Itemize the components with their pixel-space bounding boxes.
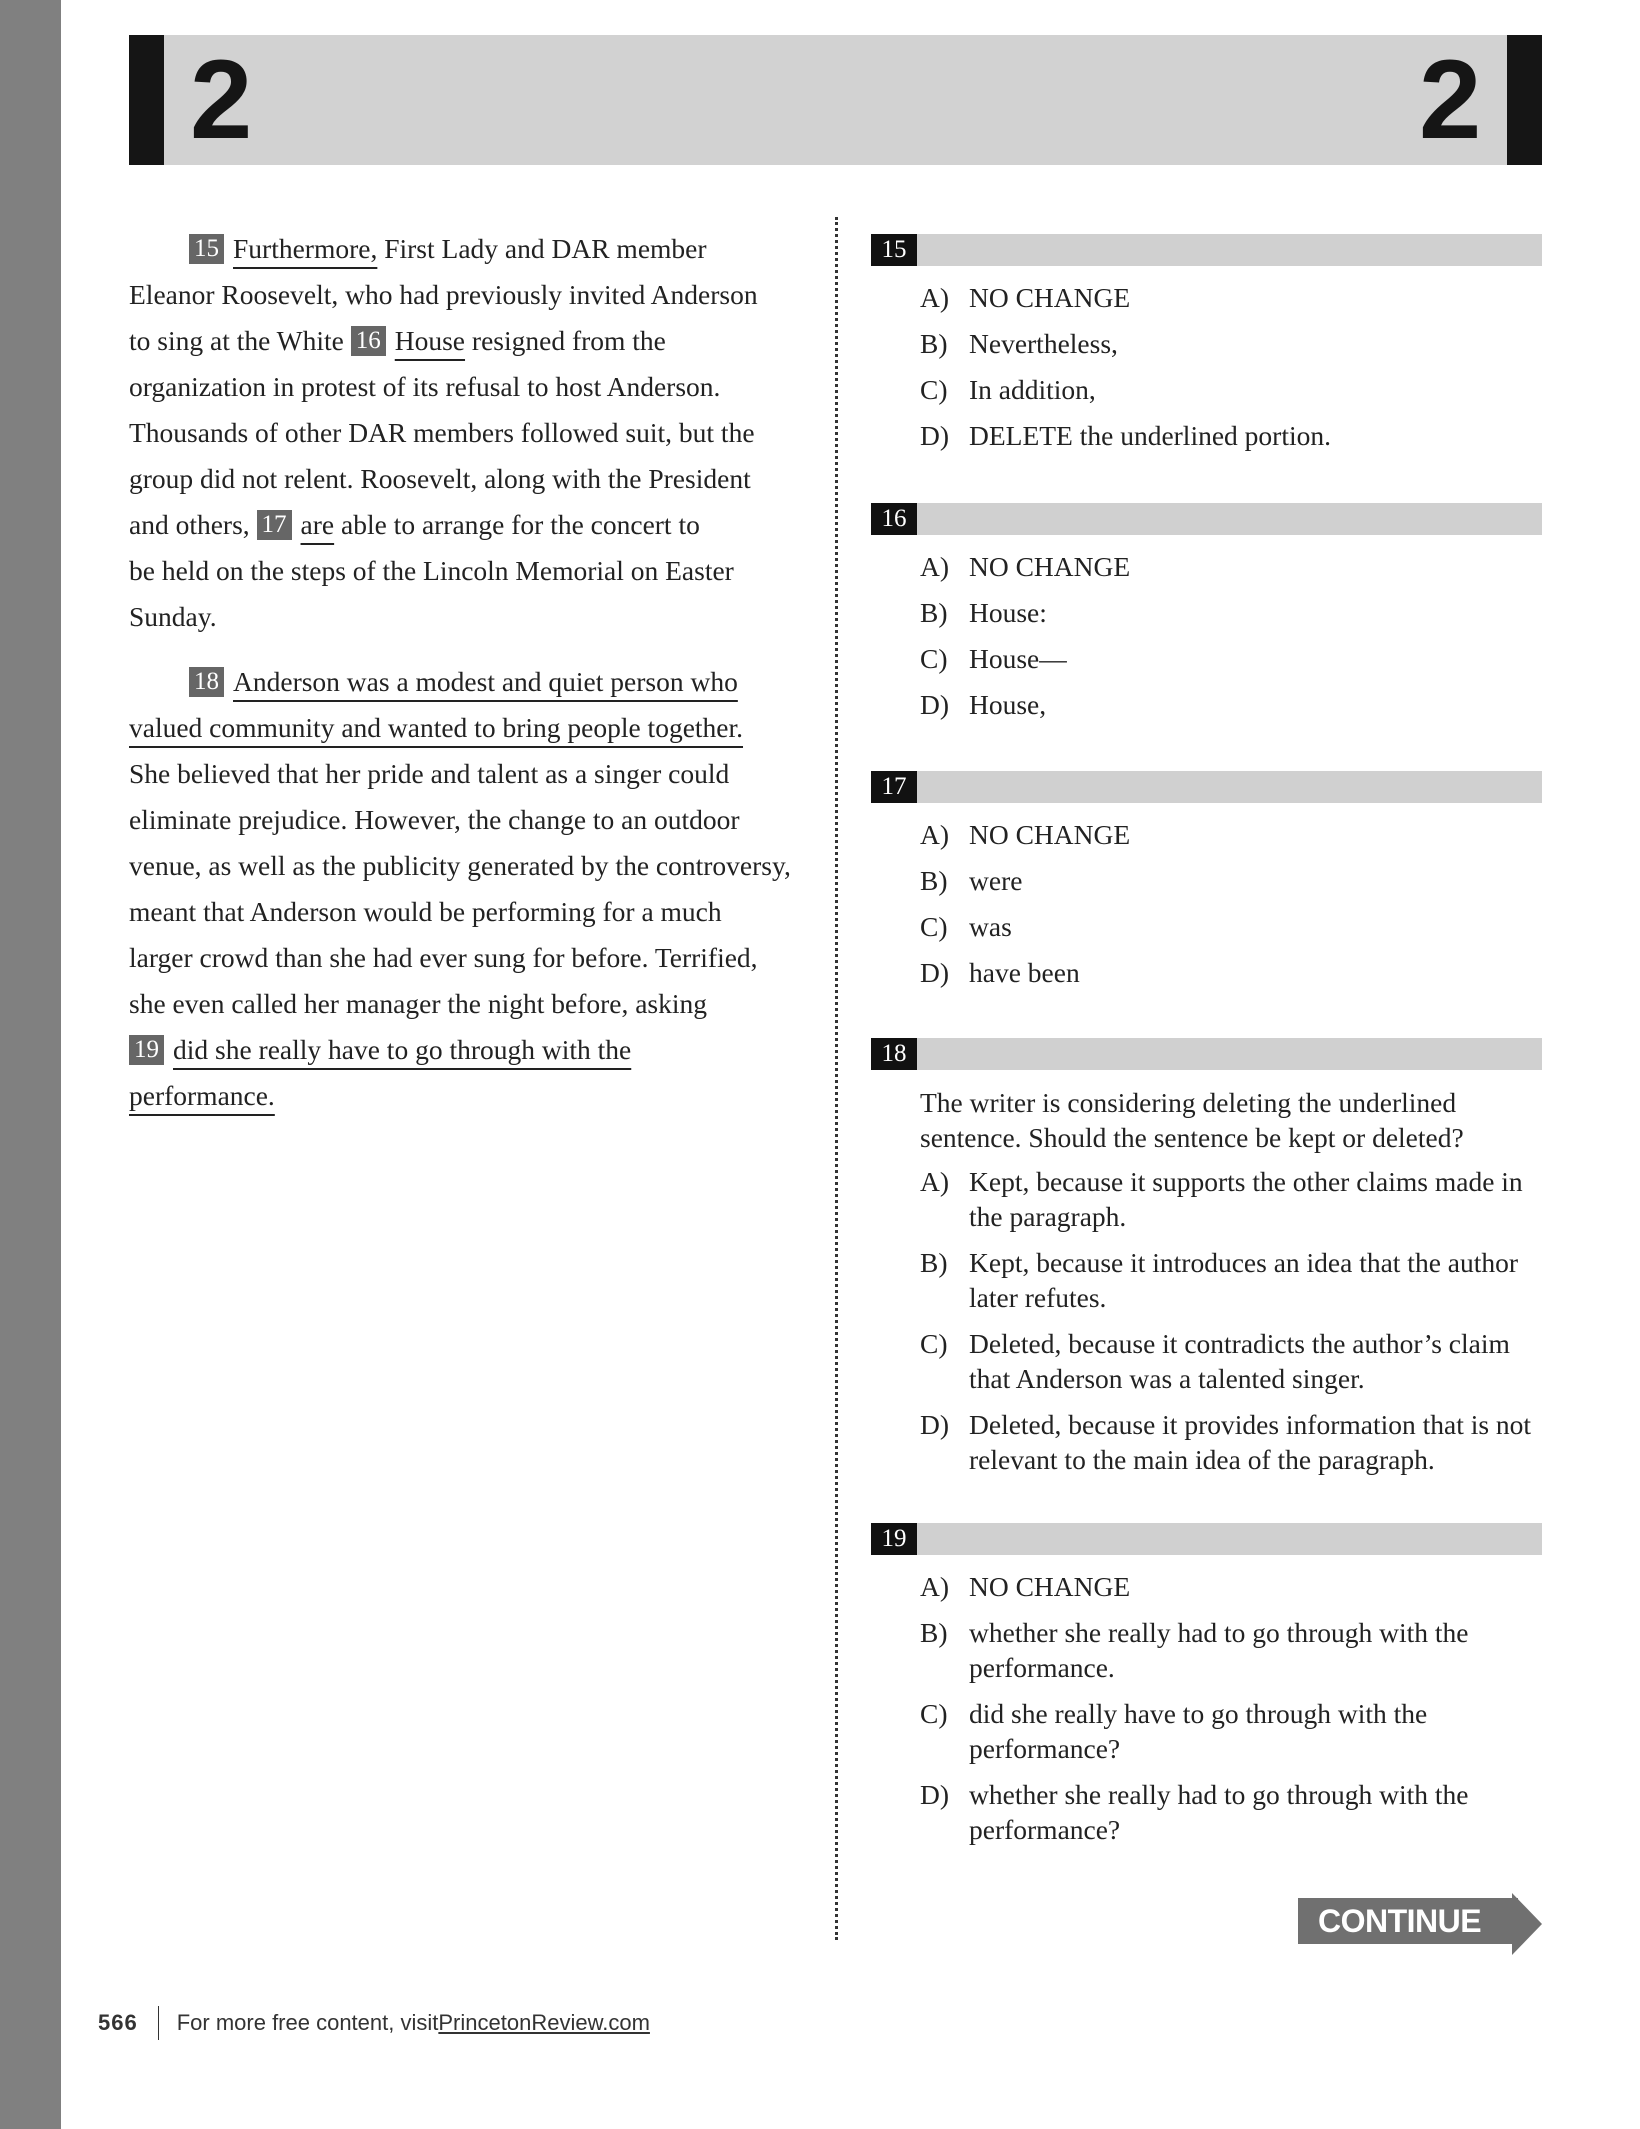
answer-option[interactable]	[920, 418, 1542, 453]
passage-line	[129, 318, 809, 364]
answer-option[interactable]	[920, 1245, 1542, 1315]
passage-line	[129, 797, 809, 843]
option-letter: B)	[920, 1617, 948, 1648]
answer-option[interactable]	[920, 1569, 1542, 1604]
underlined-text: Furthermore,	[233, 233, 378, 264]
option-text: have been	[969, 957, 1080, 988]
passage-text: Thousands of other DAR members followed suit, but the	[129, 417, 755, 448]
option-text: were	[969, 865, 1023, 896]
option-letter: C)	[920, 1328, 948, 1359]
passage-line	[129, 272, 809, 318]
option-letter: B)	[920, 865, 948, 896]
option-text: NO CHANGE	[969, 551, 1131, 582]
option-letter: B)	[920, 1247, 948, 1278]
passage-line	[129, 410, 809, 456]
passage-line	[129, 705, 809, 751]
option-text: did she really have to go through with the performance?	[969, 1698, 1428, 1764]
question-number: 17	[871, 771, 917, 803]
option-text: DELETE the underlined portion.	[969, 420, 1331, 451]
header-right-bar	[1507, 35, 1542, 165]
passage-text: Eleanor Roosevelt, who had previously invited Anderson	[129, 279, 758, 310]
passage-line	[129, 889, 809, 935]
option-letter: D)	[920, 420, 950, 451]
option-text: whether she really had to go through with the performance.	[969, 1617, 1469, 1683]
answer-option[interactable]	[920, 687, 1542, 722]
passage-line	[129, 981, 809, 1027]
question-header-bar	[871, 503, 1542, 535]
option-letter: B)	[920, 328, 948, 359]
option-text: NO CHANGE	[969, 1571, 1131, 1602]
answer-option[interactable]	[920, 817, 1542, 852]
option-letter: D)	[920, 689, 950, 720]
passage-text: larger crowd than she had ever sung for before. Terrified,	[129, 942, 758, 973]
option-text: NO CHANGE	[969, 819, 1131, 850]
option-text: whether she really had to go through with the performance?	[969, 1779, 1469, 1845]
question-15	[871, 234, 1542, 464]
answer-option[interactable]	[920, 1407, 1542, 1477]
question-17	[871, 771, 1542, 1001]
underlined-text: performance.	[129, 1080, 275, 1111]
answer-option[interactable]	[920, 326, 1542, 361]
footer-text: For more free content, visit	[176, 2010, 439, 2035]
answer-options	[920, 1569, 1542, 1847]
question-header-bar	[871, 234, 1542, 266]
section-number-right: 2	[1419, 37, 1482, 162]
question-number-box: 15	[189, 234, 224, 264]
answer-options	[920, 280, 1542, 453]
passage	[129, 226, 809, 1119]
passage-text: Sunday.	[129, 601, 217, 632]
passage-line	[129, 548, 809, 594]
option-letter: A)	[920, 551, 950, 582]
option-letter: D)	[920, 957, 950, 988]
passage-line	[129, 935, 809, 981]
underlined-text: are	[300, 509, 335, 540]
answer-option[interactable]	[920, 955, 1542, 990]
underlined-text: did she really have to go through with the	[173, 1034, 632, 1065]
answer-option[interactable]	[920, 1615, 1542, 1685]
question-header-bar	[871, 1523, 1542, 1555]
answer-option[interactable]	[920, 549, 1542, 584]
option-letter: A)	[920, 819, 950, 850]
answer-option[interactable]	[920, 641, 1542, 676]
question-header-bar	[871, 771, 1542, 803]
question-19	[871, 1523, 1542, 1858]
passage-text: able to arrange for the concert to	[334, 509, 700, 540]
answer-option[interactable]	[920, 595, 1542, 630]
question-number: 18	[871, 1038, 917, 1070]
answer-option[interactable]	[920, 1696, 1542, 1766]
option-letter: B)	[920, 597, 948, 628]
answer-options	[920, 549, 1542, 722]
passage-text: group did not relent. Roosevelt, along with the President	[129, 463, 751, 494]
option-text: was	[969, 911, 1012, 942]
option-letter: D)	[920, 1409, 950, 1440]
passage-line	[129, 364, 809, 410]
footer-separator	[158, 2006, 159, 2040]
answer-options	[920, 1164, 1542, 1477]
option-letter: C)	[920, 643, 948, 674]
underlined-text: valued community and wanted to bring people together.	[129, 712, 744, 743]
option-text: Nevertheless,	[969, 328, 1118, 359]
question-number: 15	[871, 234, 917, 266]
question-header-bar	[871, 1038, 1542, 1070]
header-left-bar	[129, 35, 164, 165]
option-letter: C)	[920, 911, 948, 942]
question-number-box: 17	[257, 510, 292, 540]
underlined-text: House	[394, 325, 466, 356]
passage-line	[129, 751, 809, 797]
answer-option[interactable]	[920, 1326, 1542, 1396]
passage-line	[129, 456, 809, 502]
question-number-box: 16	[351, 326, 386, 356]
passage-text: First Lady and DAR member	[377, 233, 707, 264]
answer-option[interactable]	[920, 1777, 1542, 1847]
question-16	[871, 503, 1542, 733]
passage-text: she even called her manager the night before, asking	[129, 988, 708, 1019]
passage-text: be held on the steps of the Lincoln Memorial on Easter	[129, 555, 734, 586]
underlined-text: Anderson was a modest and quiet person who	[233, 666, 738, 697]
passage-text: and others,	[129, 509, 257, 540]
question-stem: The writer is considering deleting the underlined sentence. Should the sentence be kept or deleted?	[920, 1087, 1464, 1153]
question-number-box: 19	[129, 1035, 164, 1065]
passage-line	[129, 226, 809, 272]
option-text: Deleted, because it provides information that is not relevant to the main idea of the paragraph.	[969, 1409, 1532, 1475]
passage-line	[129, 1073, 809, 1119]
option-letter: A)	[920, 1166, 950, 1197]
option-letter: D)	[920, 1779, 950, 1810]
option-letter: C)	[920, 374, 948, 405]
continue-button[interactable]	[1298, 1893, 1542, 1955]
option-text: Kept, because it supports the other claims made in the paragraph.	[969, 1166, 1523, 1232]
question-number: 16	[871, 503, 917, 535]
passage-text: to sing at the White	[129, 325, 351, 356]
option-text: House—	[969, 643, 1067, 674]
princeton-review-link[interactable]: PrincetonReview.com	[438, 2010, 650, 2035]
passage-line	[129, 1027, 809, 1073]
continue-label: CONTINUE	[1318, 1903, 1482, 1939]
answer-option[interactable]	[920, 909, 1542, 944]
passage-text: meant that Anderson would be performing for a much	[129, 896, 722, 927]
answer-option[interactable]	[920, 863, 1542, 898]
option-text: In addition,	[969, 374, 1096, 405]
passage-text: She believed that her pride and talent as a singer could	[129, 758, 730, 789]
question-number: 19	[871, 1523, 917, 1555]
column-divider	[835, 217, 838, 1940]
section-number-left: 2	[190, 37, 253, 162]
page-number: 566	[98, 2010, 138, 2035]
option-letter: A)	[920, 282, 950, 313]
passage-text: eliminate prejudice. However, the change to an outdoor	[129, 804, 740, 835]
passage-text: resigned from the	[465, 325, 666, 356]
option-text: House,	[969, 689, 1047, 720]
passage-line	[129, 502, 809, 548]
arrow-right-icon	[1512, 1893, 1542, 1955]
option-text: NO CHANGE	[969, 282, 1131, 313]
option-text: House:	[969, 597, 1047, 628]
option-letter: C)	[920, 1698, 948, 1729]
answer-option[interactable]	[920, 1164, 1542, 1234]
section-header	[129, 35, 1542, 165]
option-text: Kept, because it introduces an idea that the author later refutes.	[969, 1247, 1519, 1313]
footer	[98, 2006, 650, 2040]
question-number-box: 18	[189, 667, 224, 697]
passage-line	[129, 594, 809, 640]
passage-line	[129, 659, 809, 705]
passage-line	[129, 843, 809, 889]
answer-option[interactable]	[920, 280, 1542, 315]
passage-text: organization in protest of its refusal to host Anderson.	[129, 371, 721, 402]
passage-text: venue, as well as the publicity generated by the controversy,	[129, 850, 791, 881]
option-text: Deleted, because it contradicts the author’s claim that Anderson was a talented singer.	[969, 1328, 1510, 1394]
answer-options	[920, 817, 1542, 990]
page-edge-bar	[0, 0, 61, 2129]
question-18	[871, 1038, 1542, 1488]
answer-option[interactable]	[920, 372, 1542, 407]
option-letter: A)	[920, 1571, 950, 1602]
